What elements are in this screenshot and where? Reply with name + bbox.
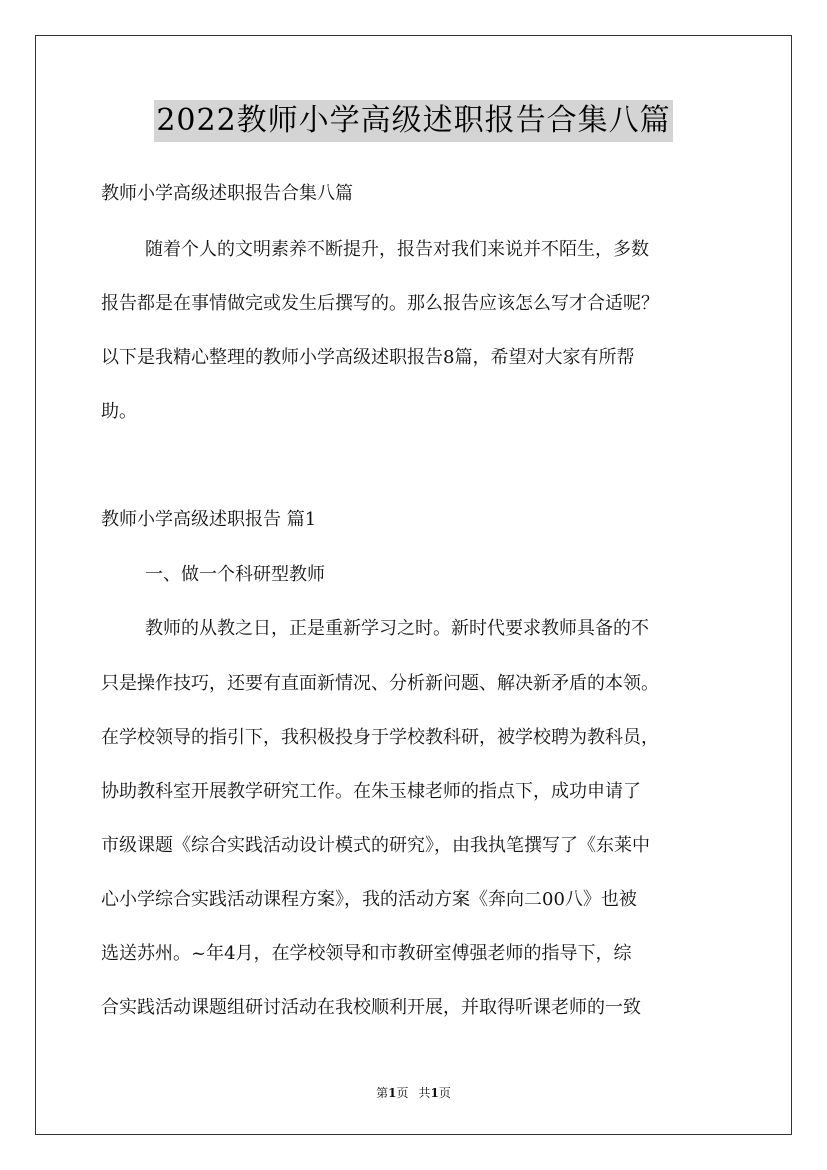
footer-page-prefix: 第 bbox=[376, 1086, 389, 1100]
paragraph-line: 以下是我精心整理的教师小学高级述职报告8篇，希望对大家有所帮 bbox=[101, 347, 635, 368]
paragraph-line: 在学校领导的指引下，我积极投身于学校教科研，被学校聘为教科员， bbox=[101, 727, 659, 748]
paragraph-line: 心小学综合实践活动课程方案》，我的活动方案《奔向二00八》也被 bbox=[101, 889, 637, 910]
section-heading: 教师小学高级述职报告 篇1 bbox=[101, 509, 317, 530]
paragraph-line: 教师的从教之日，正是重新学习之时。新时代要求教师具备的不 bbox=[145, 618, 649, 639]
paragraph-line: 协助教科室开展教学研究工作。在朱玉棣老师的指点下，成功申请了 bbox=[101, 781, 641, 802]
doc-subtitle: 教师小学高级述职报告合集八篇 bbox=[101, 183, 353, 204]
title-container bbox=[0, 100, 827, 142]
paragraph-line: 报告都是在事情做完或发生后撰写的。那么报告应该怎么写才合适呢？ bbox=[101, 293, 659, 314]
paragraph-line: 随着个人的文明素养不断提升，报告对我们来说并不陌生，多数 bbox=[145, 239, 649, 260]
footer-page-number: 1 bbox=[388, 1086, 397, 1100]
footer-page-mid: 页 bbox=[396, 1086, 409, 1100]
document-title: 2022教师小学高级述职报告合集八篇 bbox=[154, 100, 672, 142]
subsection-heading: 一、做一个科研型教师 bbox=[145, 564, 325, 585]
footer-total-number: 1 bbox=[430, 1086, 439, 1100]
footer-total-suffix: 页 bbox=[438, 1086, 451, 1100]
footer-total-prefix: 共 bbox=[418, 1086, 431, 1100]
paragraph-line: 只是操作技巧，还要有直面新情况、分析新问题、解决新矛盾的本领。 bbox=[101, 673, 659, 694]
paragraph-line: 选送苏州。~年4月，在学校领导和市教研室傅强老师的指导下，综 bbox=[101, 943, 632, 964]
paragraph-line: 市级课题《综合实践活动设计模式的研究》，由我执笔撰写了《东莱中 bbox=[101, 835, 650, 856]
paragraph-line: 助。 bbox=[101, 401, 137, 422]
paragraph-line: 合实践活动课题组研讨活动在我校顺利开展，并取得听课老师的一致 bbox=[101, 997, 641, 1018]
page-footer bbox=[0, 1084, 827, 1101]
